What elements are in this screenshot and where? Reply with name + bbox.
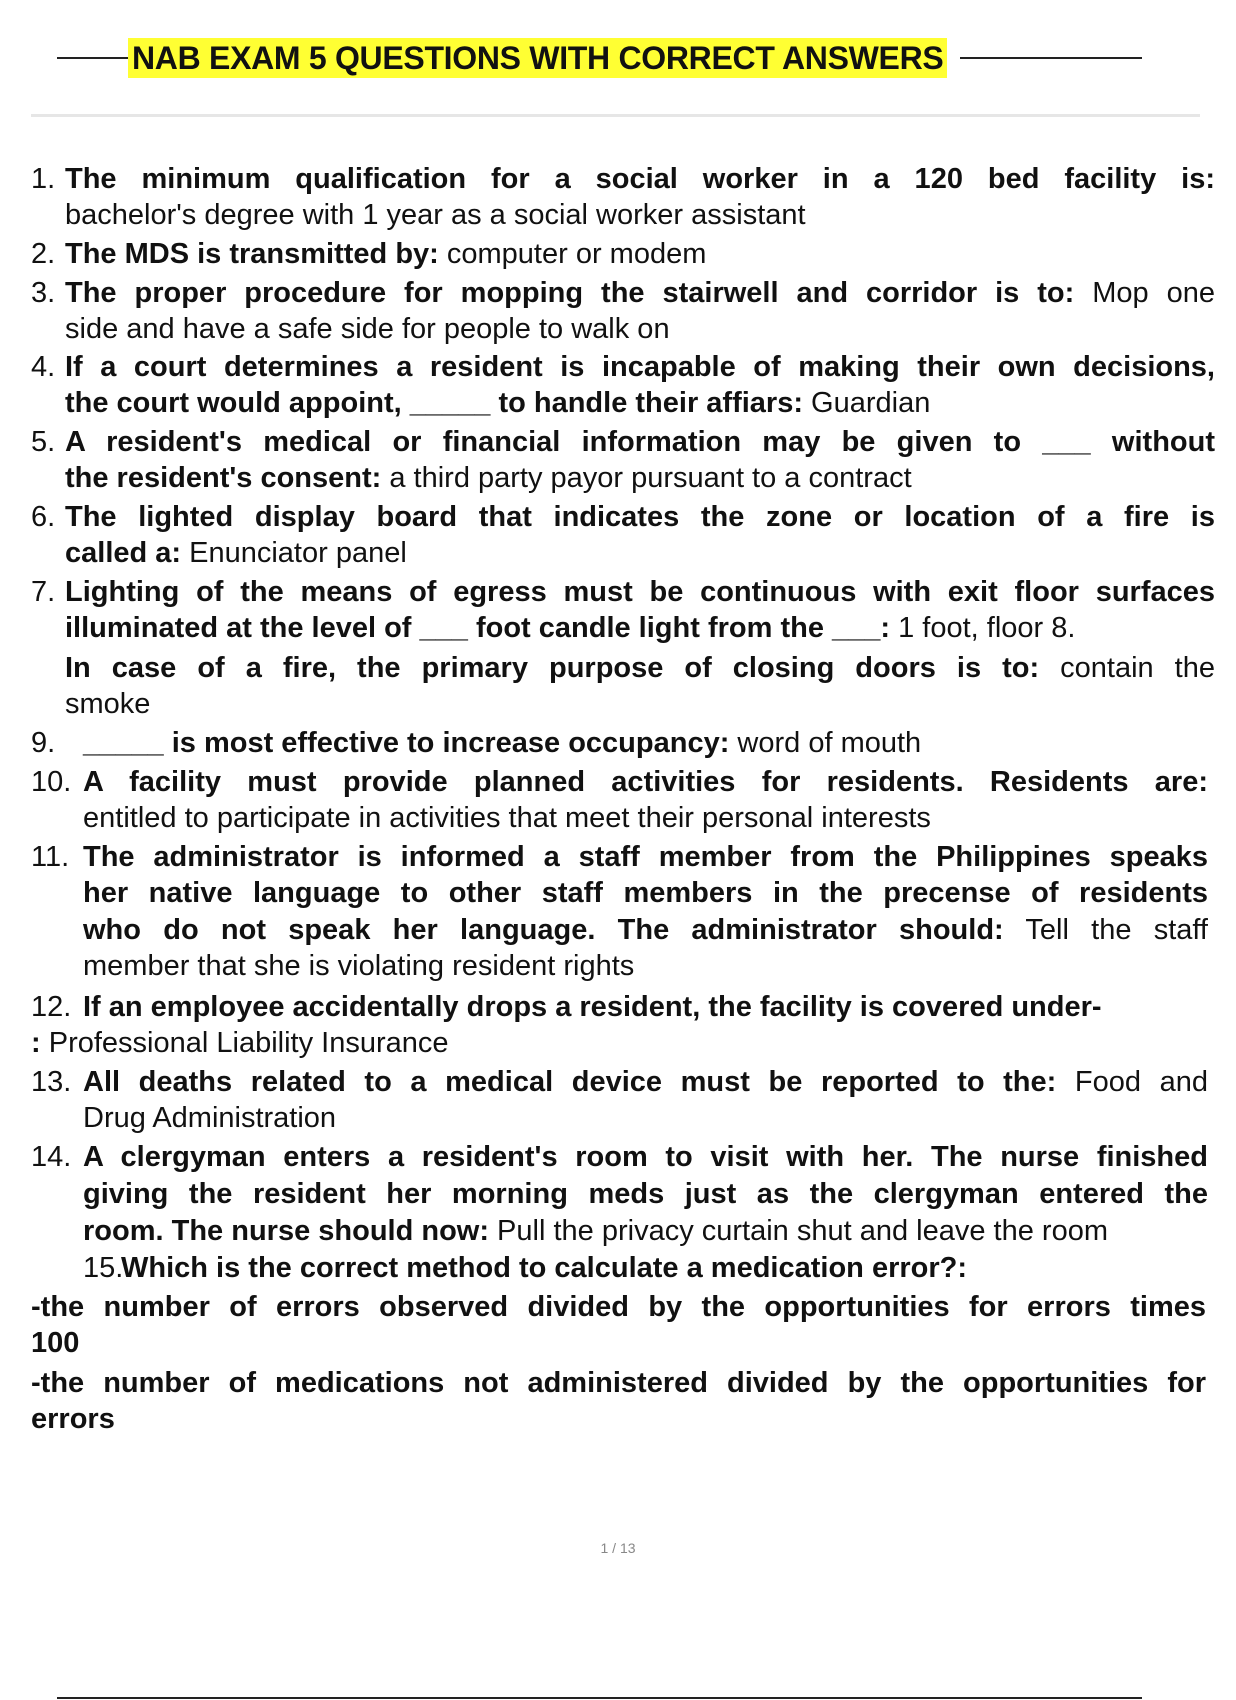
question-text: -the number of errors observed divided by the opportunities for errors times xyxy=(31,1291,1206,1323)
answer-text: computer or modem xyxy=(438,238,707,270)
question-text: who do not speak her language. The administrator should: xyxy=(83,914,1004,946)
question-text: : xyxy=(31,1027,41,1059)
question-text: -the number of medications not administered divided by the opportunities for xyxy=(31,1367,1206,1399)
answer-text: Guardian xyxy=(803,387,931,419)
document-title: NAB EXAM 5 QUESTIONS WITH CORRECT ANSWERS xyxy=(128,38,947,78)
text-line xyxy=(83,726,1183,760)
question-text: Which is the correct method to calculate a medication error?: xyxy=(121,1252,968,1284)
text-line xyxy=(65,611,1215,645)
question-text: A resident's medical or financial information may be given to ___ without xyxy=(65,426,1215,458)
question-text: A facility must provide planned activities for residents. Residents are: xyxy=(83,766,1208,798)
question-number: 12. xyxy=(31,991,72,1023)
question-number: 4. xyxy=(31,351,56,383)
bottom-rule xyxy=(57,1697,1142,1699)
text-line xyxy=(65,198,1165,232)
text-line xyxy=(65,651,1215,685)
question-text: In case of a fire, the primary purpose of closing doors is to: xyxy=(65,652,1040,684)
text-line xyxy=(83,1177,1208,1211)
text-line xyxy=(31,1326,331,1360)
page-number: 1 / 13 xyxy=(600,1540,636,1556)
answer-text: member that she is violating resident rights xyxy=(83,950,635,982)
question-number: 1. xyxy=(31,163,56,195)
text-line xyxy=(65,500,1215,534)
question-text: Lighting of the means of egress must be continuous with exit floor surfaces xyxy=(65,576,1215,608)
answer-text: word of mouth xyxy=(729,727,922,759)
answer-text: Drug Administration xyxy=(83,1102,337,1134)
answer-text: Enunciator panel xyxy=(181,537,407,569)
question-text: the resident's consent: xyxy=(65,462,382,494)
answer-text: Pull the privacy curtain shut and leave the room xyxy=(489,1215,1108,1247)
text-line xyxy=(83,949,1183,983)
text-line xyxy=(65,162,1215,196)
text-line xyxy=(83,840,1208,874)
question-text: The MDS is transmitted by: xyxy=(65,238,439,270)
question-number: 9. xyxy=(31,727,56,759)
answer-text: bachelor's degree with 1 year as a social worker assistant xyxy=(65,199,806,231)
question-text: room. The nurse should now: xyxy=(83,1215,489,1247)
question-text: The lighted display board that indicates the zone or location of a fire is xyxy=(65,501,1215,533)
text-line xyxy=(65,276,1215,310)
text-line xyxy=(65,575,1215,609)
question-number: 10. xyxy=(31,766,72,798)
text-line xyxy=(65,350,1215,384)
text-line xyxy=(83,801,1183,835)
answer-text: Tell the staff xyxy=(1003,914,1208,946)
answer-text: Professional Liability Insurance xyxy=(40,1027,449,1059)
text-line xyxy=(121,1251,1121,1285)
question-text: illuminated at the level of ___ foot candle light from the ___: xyxy=(65,612,891,644)
question-text: _____ is most effective to increase occupancy: xyxy=(83,727,730,759)
text-line xyxy=(65,687,1165,721)
question-text: A clergyman enters a resident's room to visit with her. The nurse finished xyxy=(83,1141,1208,1173)
text-line xyxy=(31,1402,331,1436)
text-line xyxy=(31,1290,1206,1324)
question-number: 2. xyxy=(31,238,56,270)
answer-text: Food and xyxy=(1056,1066,1208,1098)
text-line xyxy=(83,913,1208,947)
question-number: 13. xyxy=(31,1066,72,1098)
answer-text: contain the xyxy=(1039,652,1215,684)
question-text: the court would appoint, _____ to handle their affiars: xyxy=(65,387,803,419)
text-line xyxy=(65,536,1165,570)
question-number: 14. xyxy=(31,1141,72,1173)
text-line xyxy=(83,876,1208,910)
question-text: The proper procedure for mopping the stairwell and corridor is to: xyxy=(65,277,1075,309)
question-number: 11. xyxy=(31,841,70,873)
question-text: errors xyxy=(31,1403,115,1435)
question-text: If a court determines a resident is incapable of making their own decisions, xyxy=(65,351,1215,383)
question-text: If an employee accidentally drops a resident, the facility is covered under- xyxy=(83,991,1102,1023)
answer-text: a third party payor pursuant to a contract xyxy=(381,462,912,494)
text-line xyxy=(65,386,1165,420)
text-line xyxy=(83,1065,1208,1099)
text-line xyxy=(83,990,1208,1024)
text-line xyxy=(83,765,1208,799)
text-line xyxy=(83,1101,1183,1135)
question-text: giving the resident her morning meds just as the clergyman entered the xyxy=(83,1178,1208,1210)
answer-text: entitled to participate in activities that meet their personal interests xyxy=(83,802,931,834)
question-text: The administrator is informed a staff member from the Philippines speaks xyxy=(83,841,1208,873)
question-number: 7. xyxy=(31,576,56,608)
question-text: called a: xyxy=(65,537,182,569)
text-line xyxy=(65,312,1165,346)
answer-text: smoke xyxy=(65,688,151,720)
text-line xyxy=(65,425,1215,459)
answer-text: 1 foot, floor 8. xyxy=(890,612,1076,644)
question-text: her native language to other staff members in the precense of residents xyxy=(83,877,1208,909)
question-text: The minimum qualification for a social worker in a 120 bed facility is: xyxy=(65,163,1215,195)
question-number: 15. xyxy=(83,1252,124,1284)
question-text: All deaths related to a medical device must be reported to the: xyxy=(83,1066,1057,1098)
text-line xyxy=(31,1366,1206,1400)
text-line xyxy=(31,1026,1131,1060)
text-line xyxy=(83,1140,1208,1174)
question-number: 5. xyxy=(31,426,56,458)
text-line xyxy=(83,1214,1208,1248)
text-line xyxy=(65,237,1165,271)
question-number: 6. xyxy=(31,501,56,533)
question-text: 100 xyxy=(31,1327,80,1359)
answer-text: side and have a safe side for people to walk on xyxy=(65,313,670,345)
answer-text: Mop one xyxy=(1074,277,1215,309)
text-line xyxy=(65,461,1165,495)
question-number: 3. xyxy=(31,277,56,309)
